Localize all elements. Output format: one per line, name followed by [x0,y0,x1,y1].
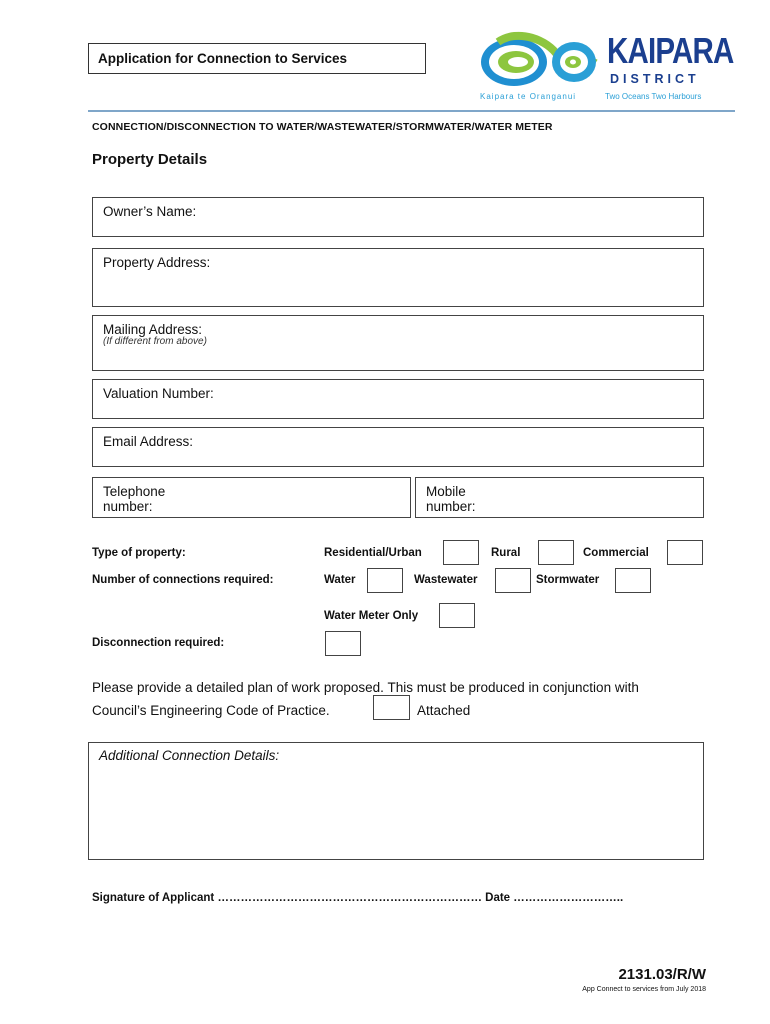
owner-name-label: Owner’s Name: [103,204,197,219]
disconnection-label: Disconnection required: [92,637,225,649]
form-subtitle: CONNECTION/DISCONNECTION TO WATER/WASTEWATER/STORMWATER/WATER METER [92,121,553,133]
wastewater-checkbox[interactable] [495,568,531,593]
form-title: Application for Connection to Services [88,43,426,74]
kaipara-logo [478,30,734,110]
owner-name-field[interactable] [92,197,704,237]
mobile-field[interactable] [415,477,704,518]
email-address-field[interactable] [92,427,704,467]
header-divider [88,110,735,112]
plan-instruction-line1: Please provide a detailed plan of work proposed. This must be produced in conjunction with [92,680,639,695]
logo-name-main: KAIPARA [607,30,734,71]
stormwater-checkbox[interactable] [615,568,651,593]
rural-checkbox[interactable] [538,540,574,565]
disconnection-checkbox[interactable] [325,631,361,656]
water-label: Water [324,574,356,586]
connections-label: Number of connections required: [92,574,274,586]
commercial-label: Commercial [583,547,649,559]
valuation-number-label: Valuation Number: [103,386,214,401]
mobile-label-line2: number: [426,499,476,514]
valuation-number-field[interactable] [92,379,704,419]
logo-tagline-left: Kaipara te Oranganui [480,92,577,101]
telephone-label-line2: number: [103,499,153,514]
additional-details-field[interactable] [88,742,704,860]
telephone-label-line1: Telephone [103,484,166,499]
stormwater-label: Stormwater [536,574,600,586]
water-checkbox[interactable] [367,568,403,593]
plan-instruction-line2: Council’s Engineering Code of Practice. [92,703,330,718]
mailing-address-label: Mailing Address: [103,322,203,337]
residential-urban-checkbox[interactable] [443,540,479,565]
telephone-field[interactable] [92,477,411,518]
residential-urban-label: Residential/Urban [324,547,422,559]
email-address-label: Email Address: [103,434,194,449]
additional-details-label: Additional Connection Details: [99,748,280,763]
mobile-label-line1: Mobile [426,484,466,499]
section-title: Property Details [92,151,208,168]
property-type-label: Type of property: [92,547,186,559]
mailing-address-hint: (If different from above) [103,336,207,347]
form-version-note: App Connect to services from July 2018 [582,986,706,993]
logo-tagline-right: Two Oceans Two Harbours [605,92,702,101]
commercial-checkbox[interactable] [667,540,703,565]
signature-date-line[interactable]: Signature of Applicant …………………………………………………………… Date ……………………….. [92,892,624,904]
property-address-field[interactable] [92,248,704,307]
water-meter-only-checkbox[interactable] [439,603,475,628]
attached-checkbox[interactable] [373,695,410,720]
logo-name-sub: DISTRICT [610,72,700,86]
form-code: 2131.03/R/W [618,966,706,983]
attached-label: Attached [417,703,471,718]
rural-label: Rural [491,547,521,559]
water-meter-only-label: Water Meter Only [324,610,419,622]
wastewater-label: Wastewater [414,574,478,586]
mailing-address-field[interactable] [92,315,704,371]
property-address-label: Property Address: [103,255,211,270]
